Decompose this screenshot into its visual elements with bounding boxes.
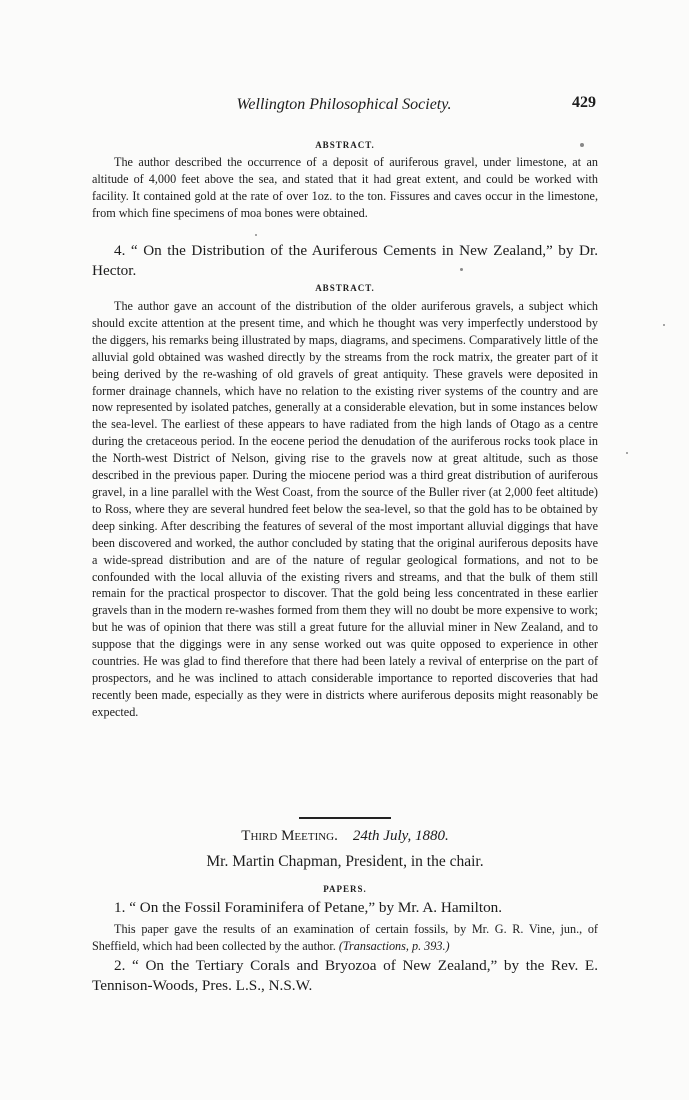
- paper-4-title: 4. “ On the Distribution of the Auriferous Cements in New Zealand,” by Dr. Hector.: [92, 242, 598, 279]
- print-speck: [580, 143, 584, 147]
- section-divider: [299, 817, 391, 819]
- paper-1-text: [92, 921, 598, 955]
- abstract-heading-1: ABSTRACT.: [315, 140, 375, 150]
- running-title: Wellington Philosophical Society.: [236, 96, 452, 113]
- abstract-heading-2: ABSTRACT.: [315, 283, 375, 293]
- abstract-paragraph-1: The author described the occurrence of a deposit of auriferous gravel, under limestone, at an altitude of 4,000 feet above the sea, and stated that it had great extent, and could be worked with facility. It contained gold at the rate of over 1oz. to the ton. Fissures and caves occur in the limestone, from which fine specimens of moa bones were obtained.: [92, 155, 598, 220]
- meeting-heading: [92, 828, 598, 845]
- paper-1-description: This paper gave the results of an examination of certain fossils, by Mr. G. R. Vine, jun., of Sheffield, which had been collected by the author.: [92, 922, 598, 953]
- print-speck: [460, 268, 463, 271]
- abstract-paragraph-2: The author gave an account of the distribution of the older auriferous gravels, a subject which should excite attention at the present time, and which he thought was very imperfectly understood by the diggers, his remarks being illustrated by maps, diagrams, and specimens. Comparatively little of the alluvial gold obtained was washed directly by the streams from the rock matrix, the greater part of it being derived by the re-washing of old gravels of great antiquity. These gravels were deposited in former drainage channels, which have no relation to the existing river systems of the country and are now represented by isolated patches, generally at a considerable elevation, but in some instances below the sea-level. The earliest of these appears to have radiated from the high lands of Otago as a centre during the cretaceous period. In the eocene period the denudation of the auriferous rocks took place in the North-west District of Nelson, giving rise to the gravels now at great altitude, such as those described in the previous paper. During the miocene period was a third great distribution of auriferous gravel, in a line parallel with the West Coast, from the source of the Buller river (at 2,000 feet altitude) to Ross, where they are several hundred feet below the sea-level, so that the gold has to be obtained by deep sinking. After describing the features of several of the most important alluvial diggings that have been discovered and worked, the author concluded by stating that the original auriferous deposits have a wide-spread distribution and are of the nature of regular geological formations, and not to be confounded with the local alluvia of the existing rivers and streams, and that the bulk of them still remain for the practical prospector to discover. That the gold being less concentrated in these earlier gravels than in the modern re-washes formed from them they will no doubt be more expensive to work; but he was of opinion that there was still a great future for the alluvial miner in New Zealand, and to suppose that the diggings were in any sense worked out was quite opposed to experience in other countries. He was glad to find therefore that there had been lately a revival of enterprise on the part of prospectors, and he was inclined to attach considerable importance to reported discoveries that had recently been made, especially as they were in districts where auriferous deposits might reasonably be expected.: [92, 299, 598, 719]
- page-number: 429: [572, 94, 596, 111]
- print-speck: [255, 234, 257, 236]
- meeting-chair: Mr. Martin Chapman, President, in the chair.: [206, 853, 484, 870]
- paper-1-reference: (Transactions, p. 393.): [338, 938, 450, 953]
- print-speck: [626, 452, 628, 454]
- print-speck: [663, 324, 665, 326]
- paper-1-title: 1. “ On the Fossil Foraminifera of Petane,” by Mr. A. Hamilton.: [114, 899, 503, 916]
- meeting-label: Third Meeting.: [241, 828, 338, 844]
- meeting-date: 24th July, 1880.: [352, 828, 449, 844]
- papers-heading: PAPERS.: [323, 884, 367, 894]
- running-header: [92, 96, 596, 118]
- paper-2-title: 2. “ On the Tertiary Corals and Bryozoa of New Zealand,” by the Rev. E. Tennison-Woods, Pres. L.S., N.S.W.: [92, 957, 598, 994]
